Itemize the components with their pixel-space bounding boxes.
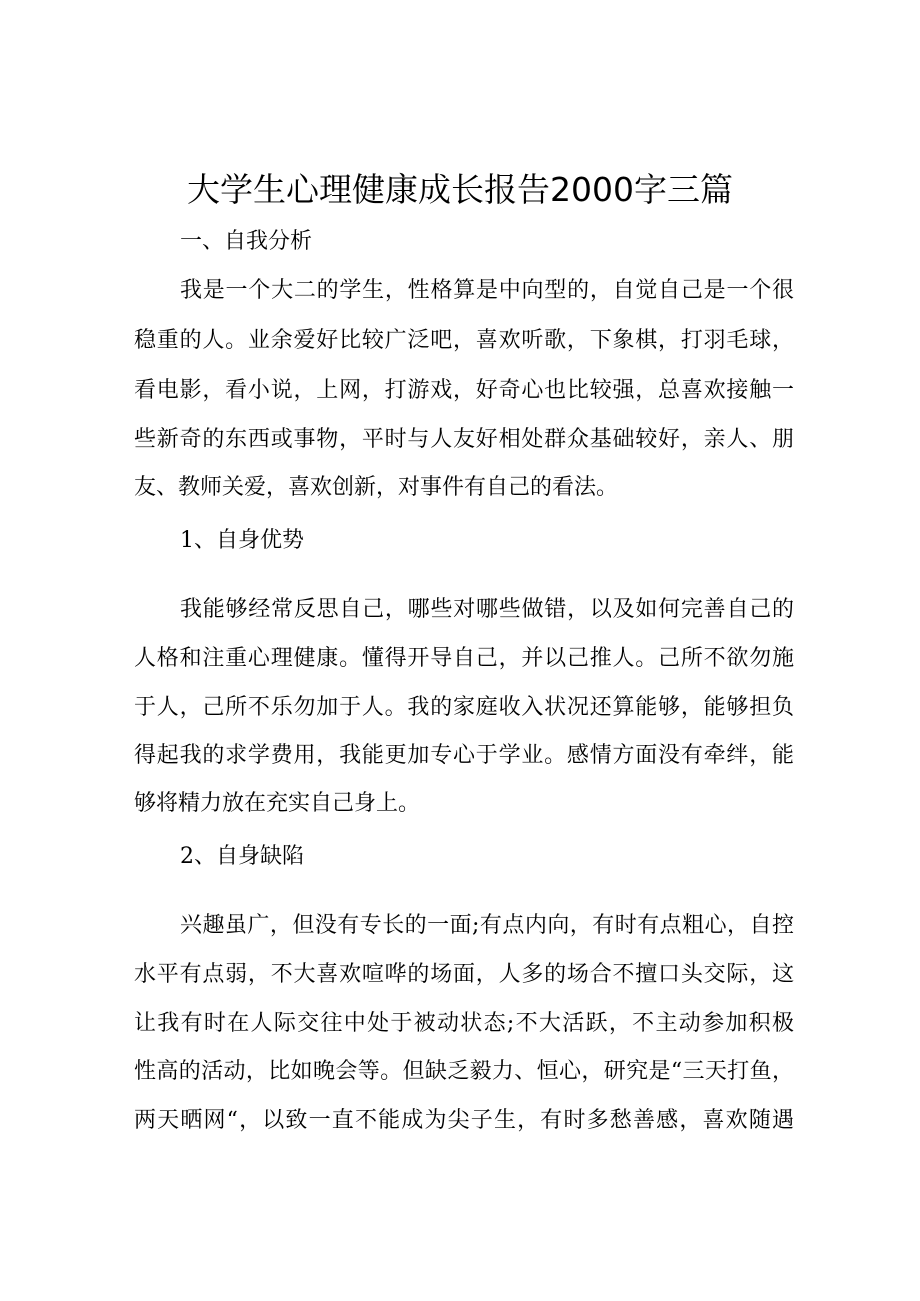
paragraph-line: 让我有时在人际交往中处于被动状态;不大活跃，不主动参加积极 bbox=[134, 1011, 794, 1036]
paragraph-line: 人格和注重心理健康。懂得开导自己，并以己推人。己所不欲勿施 bbox=[134, 646, 794, 671]
paragraph-line: 得起我的求学费用，我能更加专心于学业。感情方面没有牵绊，能 bbox=[134, 743, 794, 768]
paragraph-line: 些新奇的东西或事物，平时与人友好相处群众基础较好，亲人、朋 bbox=[134, 427, 794, 452]
paragraph-line: 我能够经常反思自己，哪些对哪些做错，以及如何完善自己的 bbox=[180, 597, 794, 622]
paragraph-line: 兴趣虽广，但没有专长的一面;有点内向，有时有点粗心，自控 bbox=[180, 913, 794, 938]
paragraph-line: 友、教师关爱，喜欢创新，对事件有自己的看法。 bbox=[134, 475, 619, 500]
paragraph-line: 够将精力放在充实自己身上。 bbox=[134, 791, 421, 816]
paragraph-line: 水平有点弱，不大喜欢喧哗的场面，人多的场合不擅口头交际，这 bbox=[134, 962, 794, 987]
subsection-heading: 1、自身优势 bbox=[180, 528, 304, 553]
section-heading: 一、自我分析 bbox=[180, 229, 313, 254]
paragraph-line: 性高的活动，比如晚会等。但缺乏毅力、恒心，研究是“三天打鱼， bbox=[134, 1059, 794, 1084]
paragraph-line: 我是一个大二的学生，性格算是中向型的，自觉自己是一个很 bbox=[180, 278, 794, 303]
subsection-heading: 2、自身缺陷 bbox=[180, 844, 304, 869]
paragraph-line: 于人，己所不乐勿加于人。我的家庭收入状况还算能够，能够担负 bbox=[134, 695, 794, 720]
document-title: 大学生心理健康成长报告2000字三篇 bbox=[187, 170, 733, 209]
paragraph-line: 稳重的人。业余爱好比较广泛吧，喜欢听歌，下象棋，打羽毛球， bbox=[134, 328, 794, 353]
paragraph-line: 看电影，看小说，上网，打游戏，好奇心也比较强，总喜欢接触一 bbox=[134, 378, 794, 403]
paragraph-line: 两天晒网“，以致一直不能成为尖子生，有时多愁善感，喜欢随遇 bbox=[134, 1108, 794, 1133]
